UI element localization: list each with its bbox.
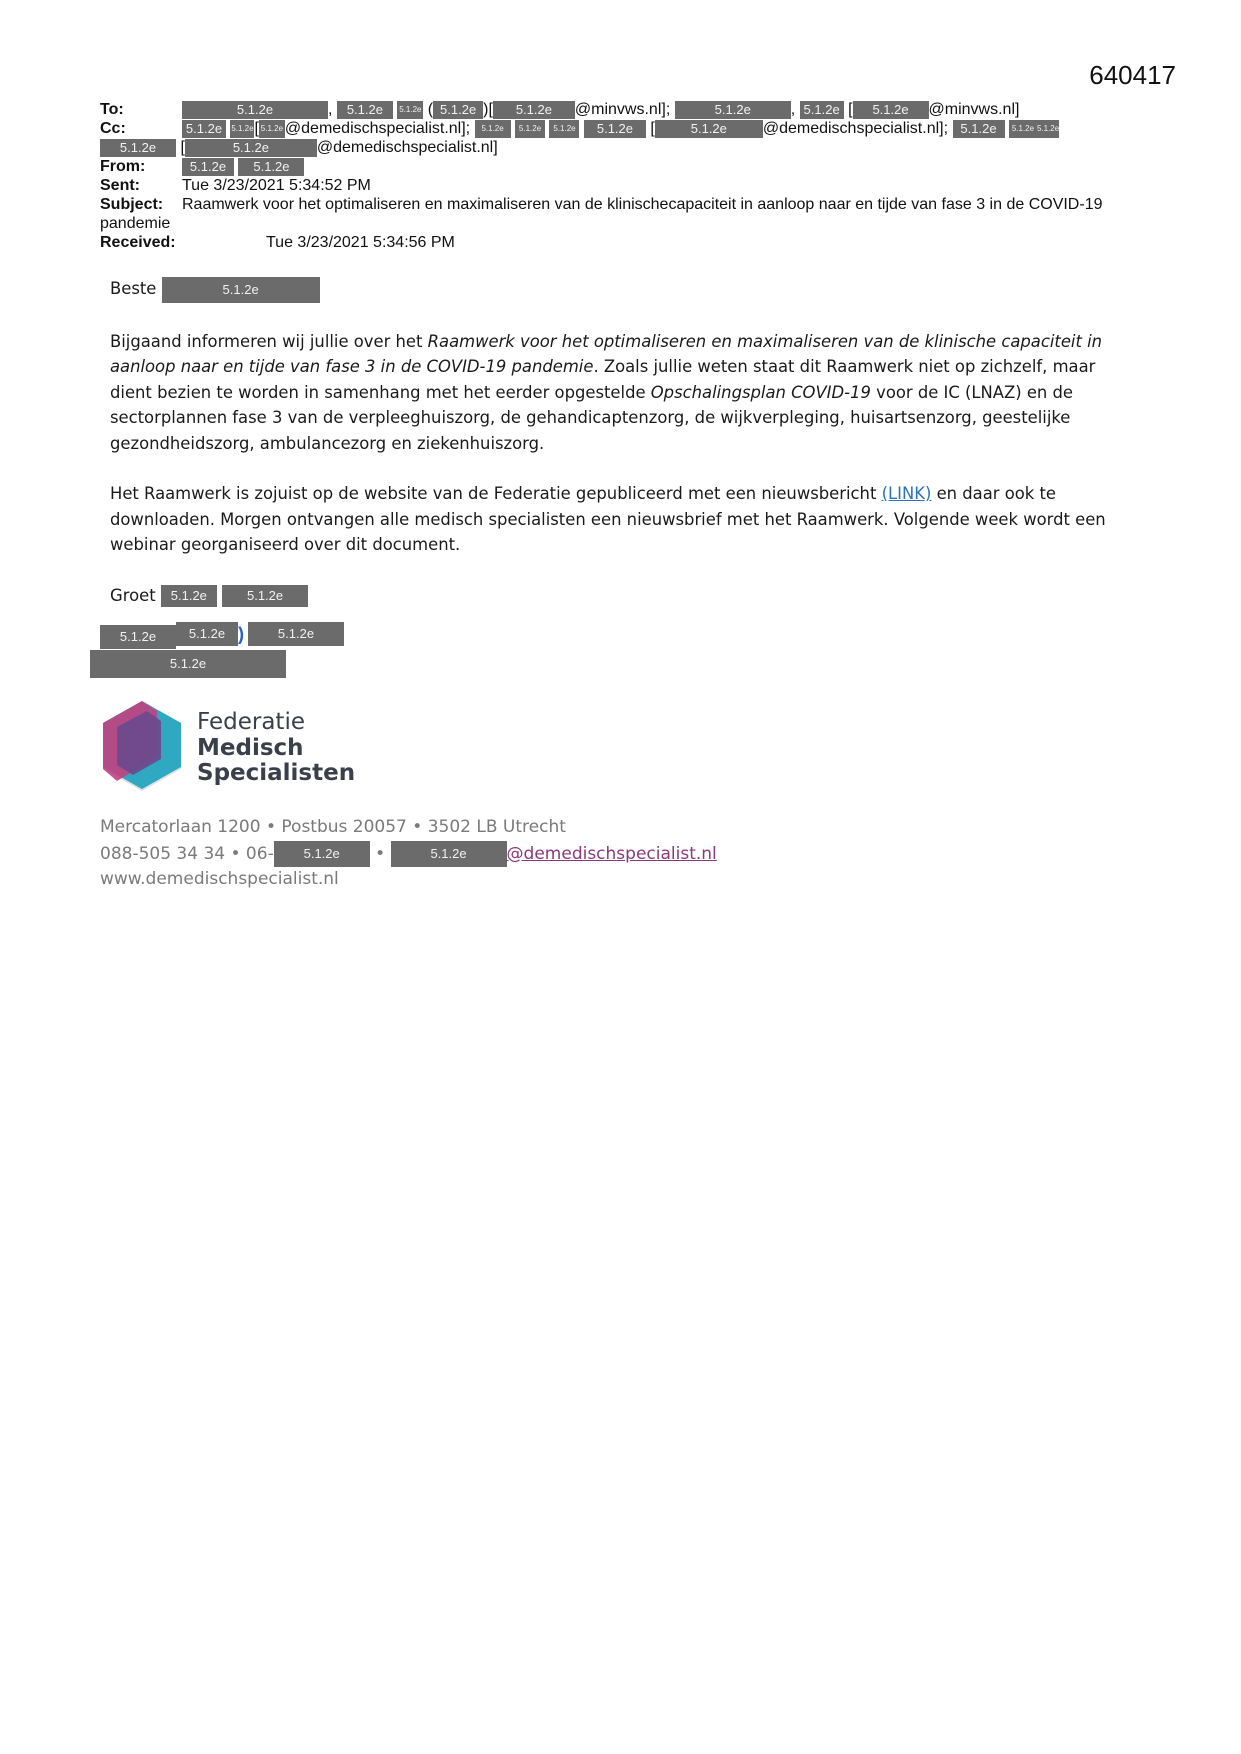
cc-row-continued: 5.1.2e [ 5.1.2e @demedischspecialist.nl]: [100, 138, 1140, 157]
redaction-box: 5.1.2e: [475, 120, 511, 138]
redaction-box: 5.1.2e: [100, 625, 176, 649]
greeting-text: Beste: [110, 279, 157, 298]
to-domain: @minvws.nl]: [928, 101, 1020, 118]
email-header: [100, 100, 1140, 252]
redaction-box: 5.1.2e: [493, 101, 575, 119]
redaction-box: 5.1.2e: [549, 120, 579, 138]
email-body: [110, 276, 1140, 608]
redaction-box: 5.1.2e: [391, 841, 507, 867]
cc-label: Cc:: [100, 120, 126, 137]
from-row: [100, 157, 1140, 176]
document-number: 640417: [1089, 60, 1176, 90]
p1-italic-title: Raamwerk voor het optimaliseren en maximaliseren van de klinische capaciteit in aanloop naar en tijde van fase 3 in de COVID-19 pandemie: [110, 331, 1103, 376]
phone-number: 088-505 34 34 • 06-: [100, 843, 274, 864]
redaction-box: 5.1.2e: [1009, 120, 1037, 138]
p2-text: en daar ook te downloaden. Morgen ontvangen alle medisch specialisten een nieuwsbrief met het Raamwerk. Volgende week wordt een webinar georganiseerd over dit document.: [110, 484, 1106, 554]
redaction-box: 5.1.2e: [397, 101, 423, 119]
contact-line: [100, 841, 717, 868]
sent-value: Tue 3/23/2021 5:34:52 PM: [182, 177, 371, 194]
address-block: [100, 815, 717, 893]
redaction-box: 5.1.2e: [162, 277, 320, 303]
to-domain: @minvws.nl];: [574, 101, 671, 118]
redaction-box: 5.1.2e: [161, 585, 217, 607]
redaction-box: 5.1.2e: [182, 158, 234, 176]
logo-wordmark: [197, 710, 355, 787]
from-label: From:: [100, 158, 146, 175]
redaction-box: 5.1.2e: [433, 101, 483, 119]
redaction-box: 5.1.2e: [515, 120, 545, 138]
cc-domain: @demedischspecialist.nl];: [284, 120, 471, 137]
redaction-box: 5.1.2e: [182, 120, 226, 138]
received-row: [100, 233, 1140, 252]
received-label: Received:: [100, 234, 176, 251]
sent-label: Sent:: [100, 177, 140, 194]
redaction-box: 5.1.2e: [274, 841, 370, 867]
cc-domain: @demedischspecialist.nl];: [762, 120, 949, 137]
redaction-box: 5.1.2e: [185, 139, 317, 157]
redaction-box: 5.1.2e: [90, 650, 286, 678]
redaction-box: 5.1.2e: [655, 120, 763, 138]
redaction-box: 5.1.2e: [100, 139, 176, 157]
redaction-box: 5.1.2e: [182, 101, 328, 119]
greeting-line: [110, 276, 1140, 303]
subject-value: Raamwerk voor het optimaliseren en maximaliseren van de klinischecapaciteit in aanloop naar en tijde van fase 3 in de COVID-19 pandemie: [100, 196, 1103, 232]
redaction-box: 5.1.2e: [248, 622, 344, 646]
subject-row: [100, 195, 1140, 233]
logo-word-specialisten: Specialisten: [197, 760, 356, 786]
redaction-box: 5.1.2e: [337, 101, 393, 119]
redaction-box: 5.1.2e: [675, 101, 791, 119]
signature-paren: ): [238, 624, 244, 644]
closing-text: Groet: [110, 585, 156, 605]
logo-word-federatie: Federatie: [197, 709, 305, 735]
sent-row: [100, 176, 1140, 195]
redaction-box: 5.1.2e: [238, 158, 304, 176]
redaction-box: 5.1.2e: [584, 120, 646, 138]
contact-bullet: •: [375, 843, 386, 864]
redaction-box: 5.1.2e: [230, 120, 254, 138]
p1-text: . Zoals jullie weten staat dit Raamwerk niet op zichzelf, maar dient bezien te worden in samenhang met het eerder opgestelde: [110, 357, 1096, 402]
email-link[interactable]: @demedischspecialist.nl: [506, 843, 717, 864]
p2-text: Het Raamwerk is zojuist op de website van de Federatie gepubliceerd met een nieuwsbericht: [110, 484, 882, 503]
postal-address: Mercatorlaan 1200 • Postbus 20057 • 3502 LB Utrecht: [100, 817, 566, 837]
subject-label: Subject:: [100, 196, 164, 213]
news-link[interactable]: (LINK): [881, 484, 932, 503]
logo-word-medisch: Medisch: [197, 734, 304, 761]
paragraph-2: [110, 481, 1140, 558]
paragraph-1: [110, 329, 1140, 457]
redaction-box: 5.1.2e: [222, 585, 308, 607]
p1-text: Bijgaand informeren wij jullie over het: [110, 331, 428, 351]
website-link[interactable]: www.demedischspecialist.nl: [100, 869, 339, 889]
to-row: To: 5.1.2e , 5.1.2e 5.1.2e ( 5.1.2e )[ 5.1.2e @minvws.nl]; 5.1.2e , 5.1.2e [ 5.1.2e @minvws.nl]: [100, 101, 1020, 118]
p1-italic-plan: Opschalingsplan COVID-19: [650, 382, 871, 402]
redaction-box: 5.1.2e: [1037, 120, 1059, 138]
redaction-box: 5.1.2e: [176, 622, 238, 646]
redaction-box: 5.1.2e: [800, 101, 844, 119]
hexagon-logo-icon: [97, 697, 187, 793]
redaction-box: 5.1.2e: [259, 120, 285, 138]
cc-row: Cc: 5.1.2e 5.1.2e[ 5.1.2e @demedischspecialist.nl]; 5.1.2e 5.1.2e 5.1.2e 5.1.2e [ 5.1.2e @demedischspecialist.nl]; 5.1.2e 5.1.2e 5.1.2e: [100, 120, 1060, 137]
received-value: Tue 3/23/2021 5:34:56 PM: [266, 234, 455, 251]
closing-line: [110, 583, 1140, 609]
to-label: To:: [100, 101, 124, 118]
p1-text: voor de IC (LNAZ) en de sectorplannen fase 3 van de verpleeghuiszorg, de gehandicaptenzorg, de wijkverpleging, huisartsenzorg, geestelijke gezondheidszorg, ambulancezorg en ziekenhuiszorg.: [110, 382, 1074, 453]
redaction-box: 5.1.2e: [853, 101, 929, 119]
redaction-box: 5.1.2e: [953, 120, 1005, 138]
cc-domain: @demedischspecialist.nl]: [316, 139, 498, 156]
